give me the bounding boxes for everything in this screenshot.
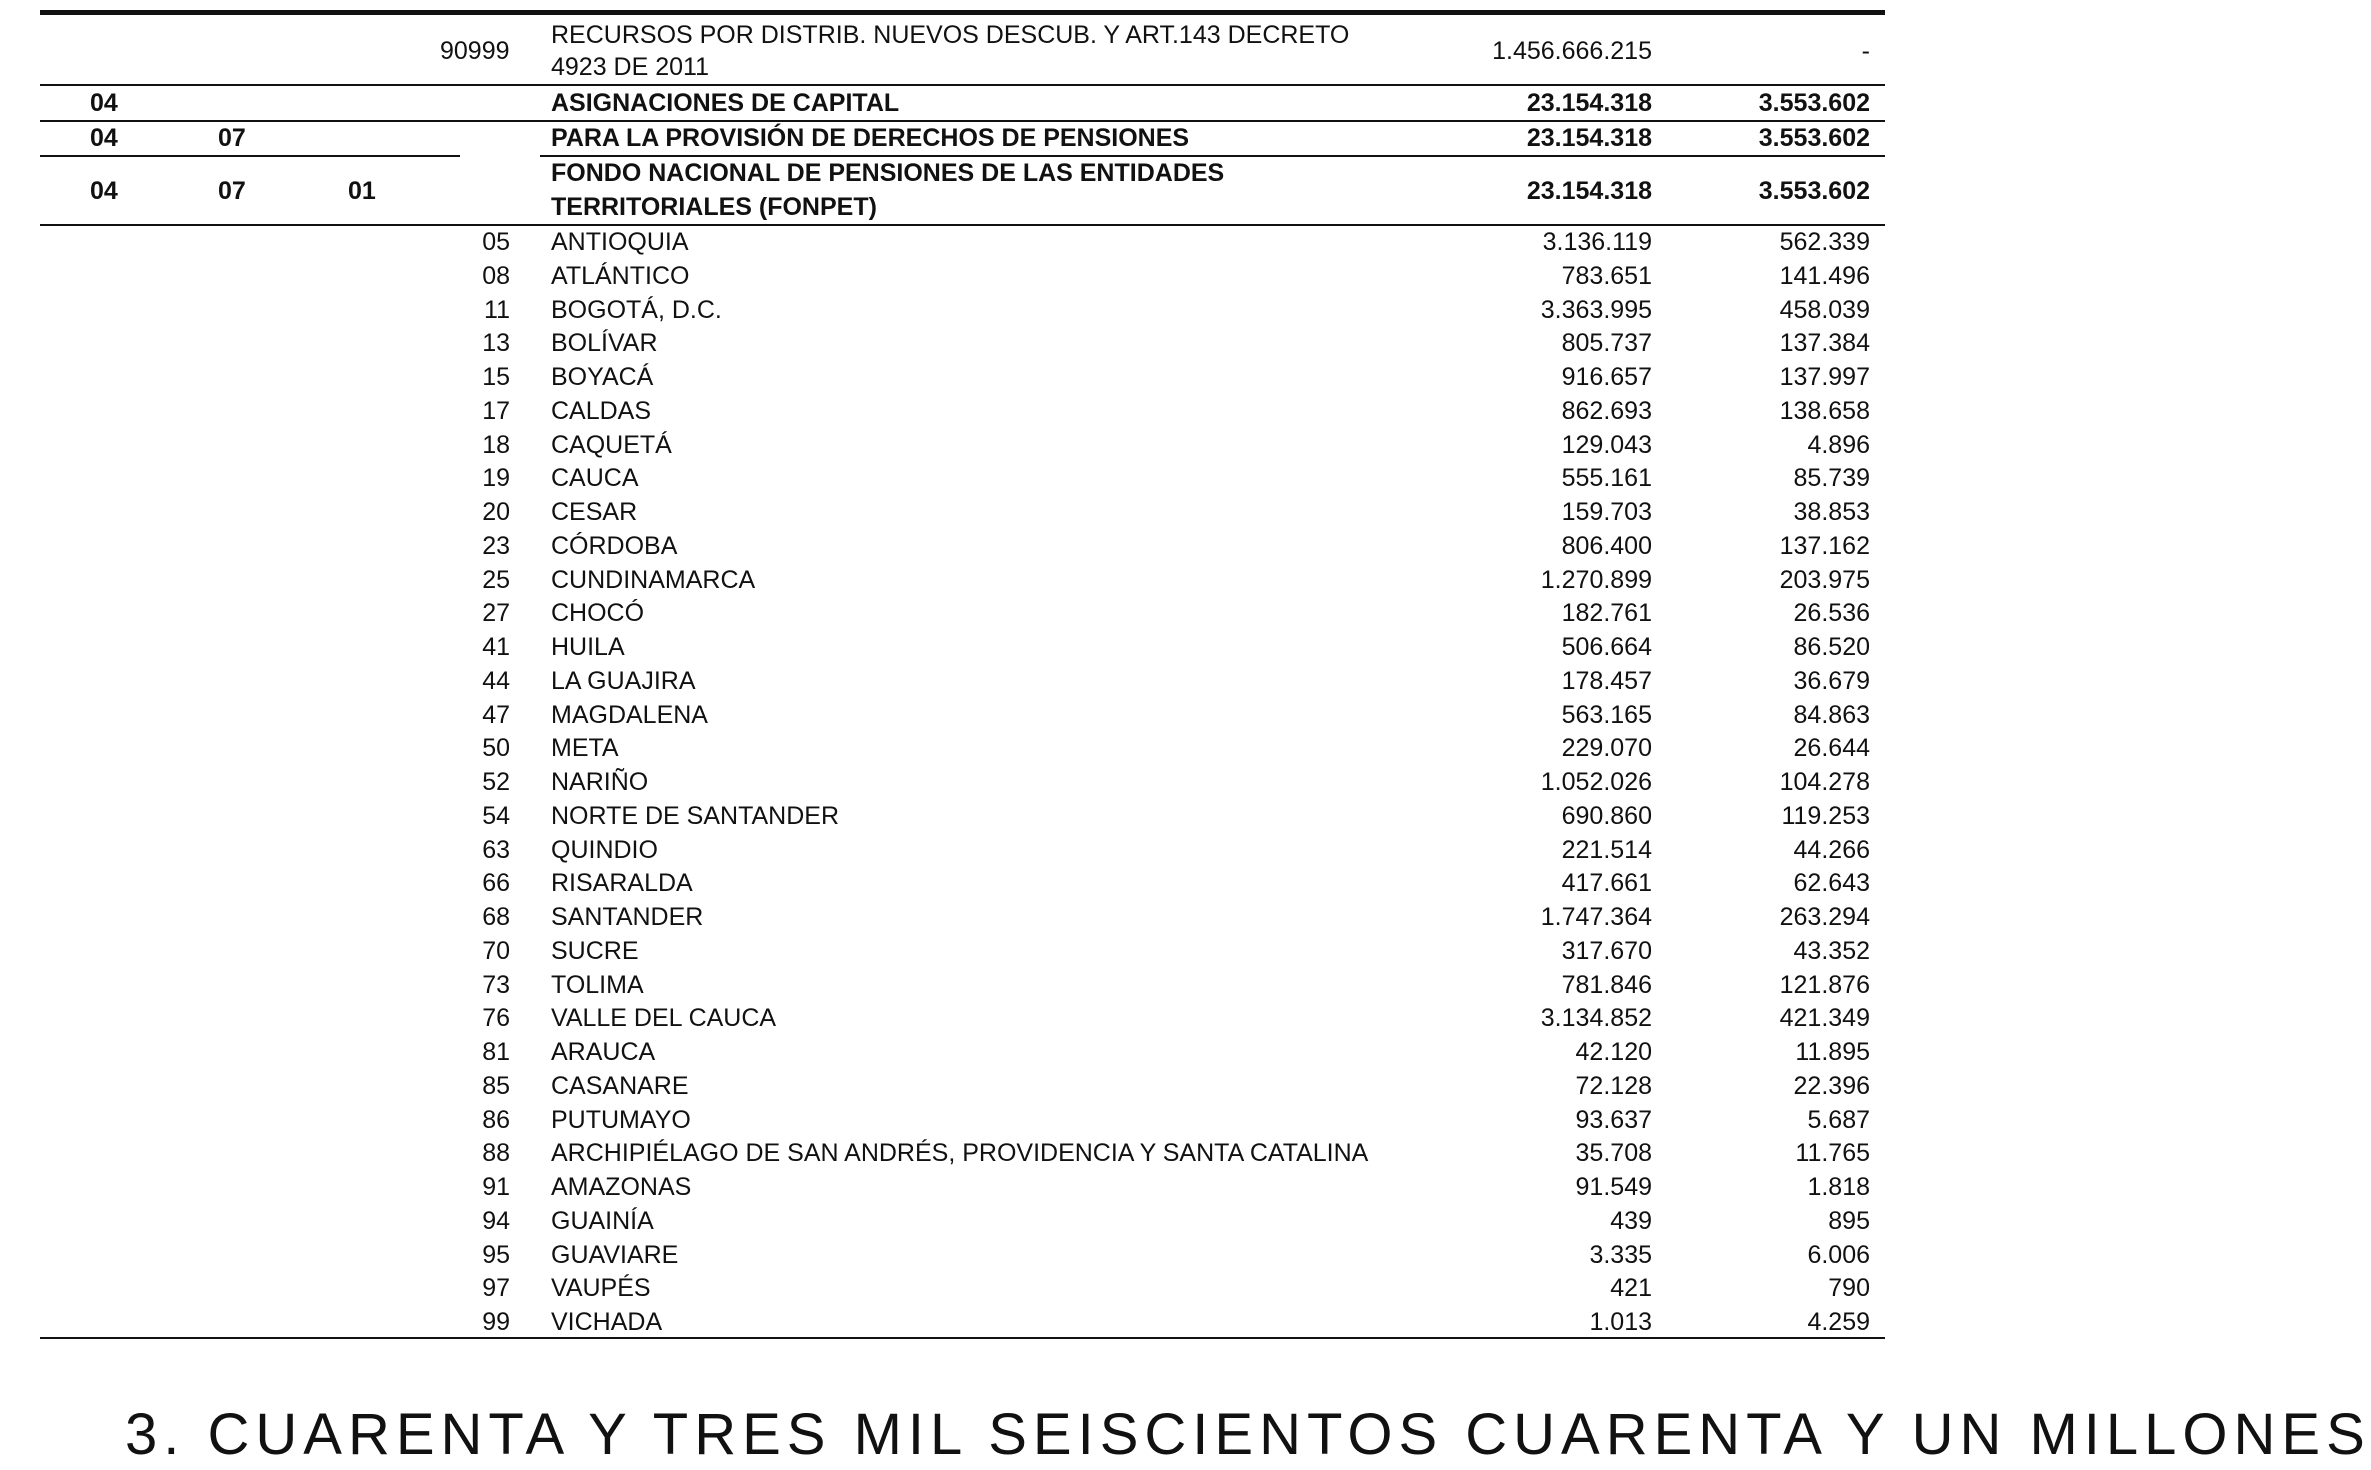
row-code: 13 [482,329,510,358]
row-name: VALLE DEL CAUCA [551,1004,777,1033]
row-value-1: 3.134.852 [1540,1004,1652,1033]
row-code: 73 [482,970,510,999]
header-description: PARA LA PROVISIÓN DE DERECHOS DE PENSIONES [551,124,1190,152]
row-value-2: 104.278 [1779,768,1870,796]
row-value-1: 317.670 [1561,936,1652,965]
row-name: TOLIMA [551,970,644,999]
header-description-line1: FONDO NACIONAL DE PENSIONES DE LAS ENTIDADES [551,159,1225,187]
row-value-2: 119.253 [1781,801,1870,830]
row-value-2: 85.739 [1793,464,1870,493]
row-name: ARCHIPIÉLAGO DE SAN ANDRÉS, PROVIDENCIA Y SANTA CATALINA [551,1139,1369,1168]
row-description-line1: RECURSOS POR DISTRIB. NUEVOS DESCUB. Y ART.143 DECRETO [551,21,1350,49]
row-name: ATLÁNTICO [551,261,690,290]
row-code: 08 [482,261,510,290]
row-value-1: 781.846 [1561,970,1652,999]
row-value-2: 44.266 [1793,835,1870,864]
row-code: 23 [482,531,510,560]
divider [540,155,1885,157]
row-value-2: 138.658 [1779,396,1870,425]
row-value-1: 1.456.666.215 [1492,37,1652,65]
row-name: BOYACÁ [551,363,654,391]
row-code: 25 [482,565,510,594]
row-name: CÓRDOBA [551,531,678,560]
row-value-1: 72.128 [1575,1071,1652,1100]
row-value-1: 178.457 [1561,666,1652,695]
header-code-1: 04 [90,124,118,152]
row-name: ARAUCA [551,1038,656,1066]
row-name: QUINDIO [551,835,658,864]
row-value-2: 26.644 [1793,734,1870,763]
row-name: VAUPÉS [551,1274,651,1303]
row-name: NARIÑO [551,768,649,796]
row-code: 50 [482,734,510,763]
row-code: 11 [484,295,510,324]
row-name: LA GUAJIRA [551,666,696,695]
row-code: 86 [482,1105,510,1134]
row-code: 18 [482,430,510,459]
row-value-2: 141.496 [1779,261,1870,290]
row-name: META [551,734,619,763]
row-value-1: 1.747.364 [1540,903,1652,931]
header-value-1: 23.154.318 [1526,89,1652,117]
row-code: 88 [482,1139,510,1168]
row-code: 54 [482,801,510,830]
row-value-2: 62.643 [1793,869,1870,898]
row-value-1: 916.657 [1561,363,1652,391]
row-name: NORTE DE SANTANDER [551,801,840,830]
row-value-1: 417.661 [1561,869,1652,898]
header-code-2: 07 [218,124,246,152]
header-value-1: 23.154.318 [1526,124,1652,152]
row-value-2: 562.339 [1779,228,1870,256]
row-value-2: 1.818 [1807,1173,1870,1201]
row-value-1: 3.363.995 [1540,295,1652,324]
row-code: 15 [482,363,510,391]
row-value-2: 43.352 [1793,936,1870,965]
row-name: RISARALDA [551,869,693,898]
row-code: 27 [482,599,510,628]
header-value-1: 23.154.318 [1526,177,1652,205]
row-name: SANTANDER [551,903,704,931]
divider [40,224,1885,226]
header-code-1: 04 [90,89,118,117]
row-value-1: 1.013 [1589,1308,1652,1336]
row-code: 52 [482,768,510,796]
row-code: 81 [482,1038,510,1066]
row-value-1: 3.136.119 [1542,228,1652,256]
row-name: GUAINÍA [551,1206,654,1235]
row-code: 44 [482,666,510,695]
row-code: 91 [482,1173,510,1201]
row-value-1: 805.737 [1561,329,1652,358]
row-value-1: 555.161 [1561,464,1652,493]
row-value-2: 6.006 [1807,1240,1870,1269]
row-code: 41 [482,633,510,661]
table-bottom-rule [40,1337,1885,1339]
row-value-2: 137.997 [1779,363,1870,391]
row-name: CAUCA [551,464,639,493]
row-code: 99 [482,1308,510,1336]
row-name: CUNDINAMARCA [551,565,756,594]
divider [40,84,1885,86]
row-name: ANTIOQUIA [551,228,689,256]
row-code: 17 [482,396,510,425]
row-code: 76 [482,1004,510,1033]
row-value-2: 137.384 [1779,329,1870,358]
row-value-1: 439 [1610,1206,1652,1235]
row-value-2: 203.975 [1779,565,1870,594]
row-value-1: 862.693 [1561,396,1652,425]
header-value-2: 3.553.602 [1758,124,1870,152]
row-code: 47 [482,700,510,729]
row-name: GUAVIARE [551,1240,679,1269]
top-border-rule [40,10,1885,15]
row-value-2: 36.679 [1793,666,1870,695]
row-value-2: 22.396 [1793,1071,1870,1100]
divider [40,120,1885,122]
row-value-2: 26.536 [1793,599,1870,628]
row-name: HUILA [551,633,625,661]
row-code: 20 [482,498,510,526]
row-value-2: 11.765 [1795,1139,1870,1168]
row-name: SUCRE [551,936,639,965]
row-name: CALDAS [551,396,652,425]
row-code: 05 [482,228,510,256]
divider [40,155,460,157]
row-value-1: 229.070 [1561,734,1652,763]
row-name: CHOCÓ [551,599,645,628]
row-name: BOLÍVAR [551,329,658,358]
row-name: CAQUETÁ [551,430,672,459]
row-value-2: - [1861,37,1870,65]
row-code: 95 [482,1240,510,1269]
row-value-1: 182.761 [1561,599,1652,628]
row-name: VICHADA [551,1308,663,1336]
row-description-line2: 4923 DE 2011 [551,53,709,81]
row-code: 63 [482,835,510,864]
row-value-2: 137.162 [1779,531,1870,560]
row-value-1: 783.651 [1561,261,1652,290]
row-code: 70 [482,936,510,965]
header-code-2: 07 [218,177,246,205]
row-value-1: 1.052.026 [1540,768,1652,796]
header-value-2: 3.553.602 [1758,177,1870,205]
row-value-1: 690.860 [1561,801,1652,830]
row-value-2: 263.294 [1779,903,1870,931]
row-value-1: 221.514 [1561,835,1652,864]
row-code: 97 [482,1274,510,1303]
row-code: 66 [482,869,510,898]
row-code: 19 [482,464,510,493]
row-value-2: 4.259 [1807,1308,1870,1336]
row-value-2: 5.687 [1807,1105,1870,1134]
row-value-1: 1.270.899 [1540,565,1652,594]
row-value-2: 121.876 [1779,970,1870,999]
row-code: 85 [482,1071,510,1100]
header-description-line2: TERRITORIALES (FONPET) [551,193,877,221]
row-name: BOGOTÁ, D.C. [551,295,722,324]
row-value-2: 421.349 [1779,1004,1870,1033]
row-value-2: 38.853 [1793,498,1870,526]
header-value-2: 3.553.602 [1758,89,1870,117]
row-value-2: 4.896 [1807,430,1870,459]
row-value-2: 790 [1828,1274,1870,1303]
row-value-2: 895 [1828,1206,1870,1235]
row-code: 94 [482,1206,510,1235]
row-name: MAGDALENA [551,700,708,729]
row-value-2: 84.863 [1793,700,1870,729]
row-value-1: 421 [1610,1274,1652,1303]
row-name: AMAZONAS [551,1173,692,1201]
row-value-1: 806.400 [1561,531,1652,560]
row-value-1: 91.549 [1575,1173,1652,1201]
row-value-2: 11.895 [1795,1038,1870,1066]
row-value-1: 35.708 [1575,1139,1652,1168]
header-code-1: 04 [90,177,118,205]
row-name: PUTUMAYO [551,1105,691,1134]
row-name: CESAR [551,498,638,526]
row-value-1: 159.703 [1561,498,1652,526]
row-code: 68 [482,903,510,931]
row-value-1: 129.043 [1561,430,1652,459]
row-name: CASANARE [551,1071,689,1100]
header-description: ASIGNACIONES DE CAPITAL [551,89,900,117]
footer-sentence: 3. CUARENTA Y TRES MIL SEISCIENTOS CUARENTA Y UN MILLONES [125,1402,2371,1467]
row-code: 90999 [440,37,510,65]
row-value-1: 563.165 [1561,700,1652,729]
row-value-2: 458.039 [1779,295,1870,324]
row-value-1: 506.664 [1561,633,1652,661]
row-value-1: 3.335 [1589,1240,1652,1269]
row-value-1: 93.637 [1575,1105,1652,1134]
row-value-1: 42.120 [1575,1038,1652,1066]
row-value-2: 86.520 [1793,633,1870,661]
header-code-3: 01 [348,177,376,205]
